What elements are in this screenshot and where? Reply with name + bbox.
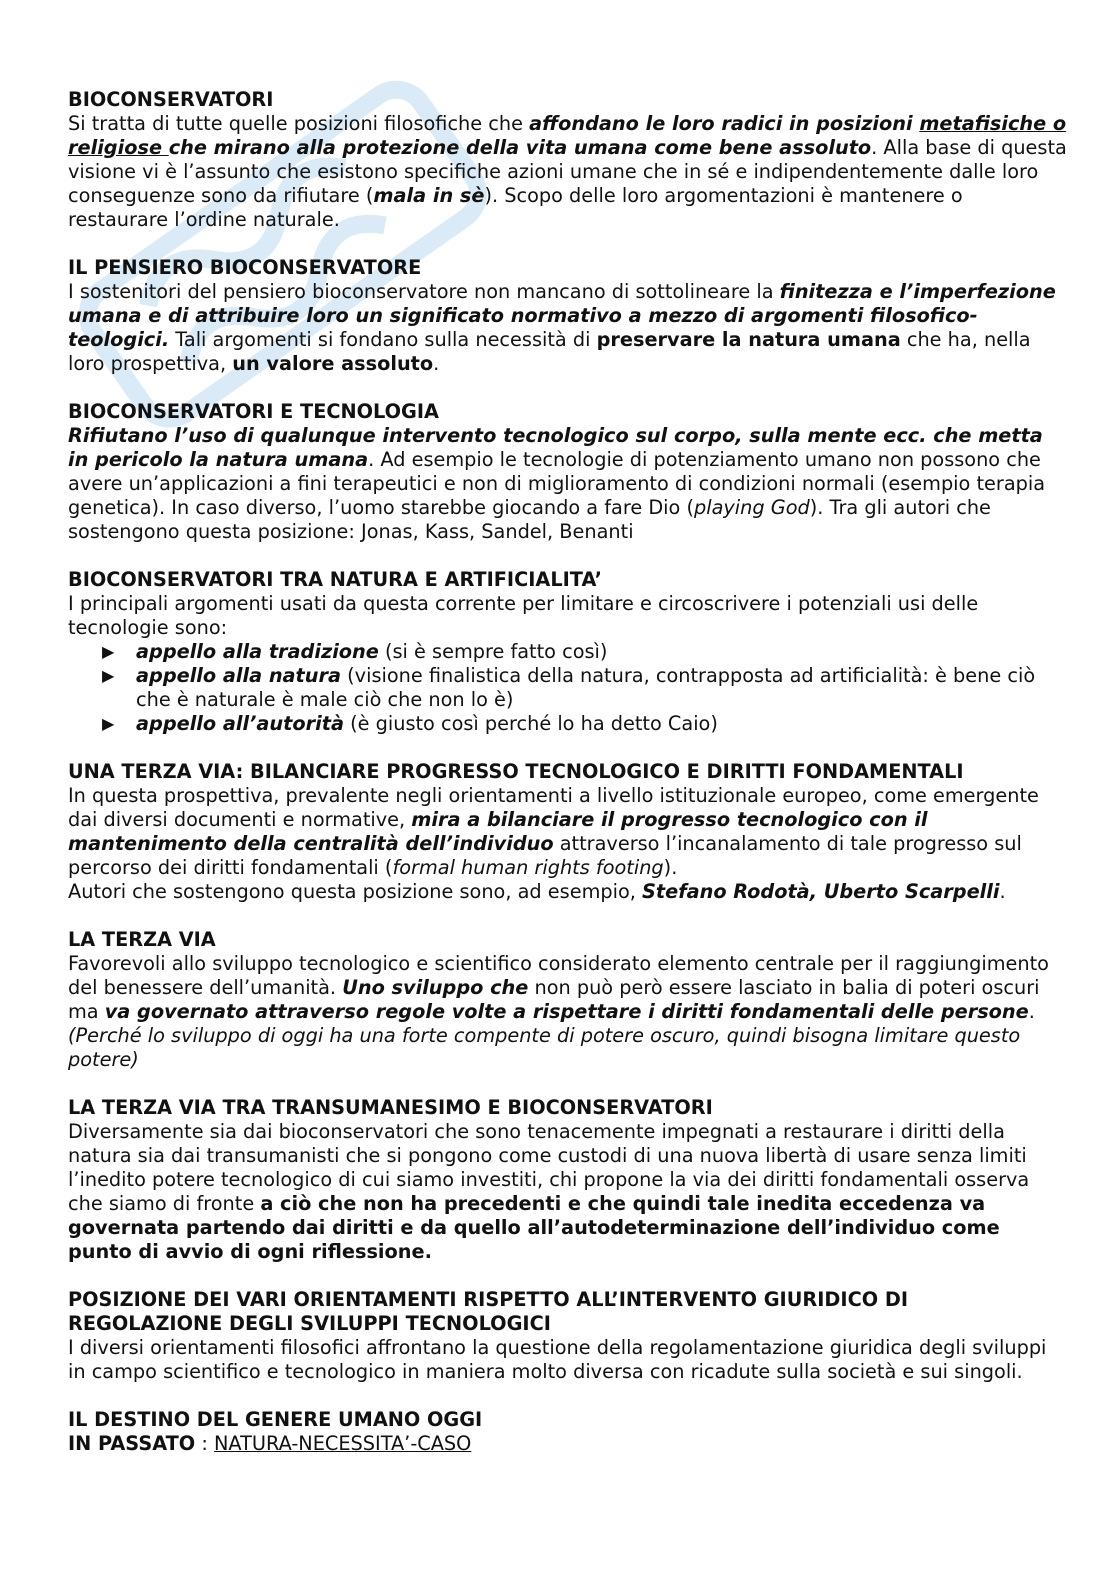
section-paragraph [68, 784, 1068, 904]
text-run: NATURA-NECESSITA’-CASO [213, 1432, 472, 1455]
text-run: Rifiutano l’uso di qualunque intervento tecnologico sul corpo, sulla mente ecc. che metta in pericolo la natura umana [68, 424, 1043, 471]
section-paragraph [68, 1120, 1068, 1264]
text-run: appello alla tradizione [136, 640, 379, 663]
text-run: preservare la natura umana [596, 328, 901, 351]
text-run: . [433, 352, 440, 375]
right-triangle-arrow-icon: ▶ [102, 666, 115, 685]
text-run: appello alla natura [136, 664, 342, 687]
text-run: . [999, 880, 1006, 903]
text-run: playing God [693, 496, 810, 519]
list-item [102, 640, 1068, 664]
text-run: I diversi orientamenti filosofici affrontano la questione della regolamentazione giuridica degli sviluppi in campo scientifico e tecnologico in maniera molto diversa con ricadute sulla società e sui singoli. [68, 1336, 1047, 1383]
text-run: I principali argomenti usati da questa corrente per limitare e circoscrivere i potenziali usi delle tecnologie sono: [68, 592, 979, 639]
text-run: I sostenitori del pensiero bioconservatore non mancano di sottolineare la [68, 280, 780, 303]
section-paragraph [68, 280, 1068, 376]
section-paragraph [68, 112, 1068, 232]
text-run: Diversamente sia dai bioconservatori che sono tenacemente impegnati a restaurare i diritti della natura sia dai transumanisti che si pongono come custodi di una nuova libertà di usare senza limiti l’inedito potere tecnologico di cui siamo investiti, chi propone la via dei diritti fondamentali osserva che siamo di fronte [68, 1120, 1030, 1215]
section-paragraph [68, 592, 1068, 640]
text-run: (visione finalistica della natura, contrapposta ad artificialità: è bene ciò che è naturale è male ciò che non lo è) [136, 664, 1036, 711]
text-run: attraverso l’incanalamento di tale progresso sul percorso dei diritti fondamentali ( [68, 832, 1022, 879]
section-heading: BIOCONSERVATORI E TECNOLOGIA [68, 400, 439, 423]
text-run: (si è sempre fatto così) [378, 640, 608, 663]
text-run: a ciò che non ha precedenti e che quindi tale inedita eccedenza va governata partendo dai diritti e da quello all’autodeterminazione dell’individuo come punto di avvio di ogni riflessione. [68, 1192, 1000, 1263]
section-heading: IL PENSIERO BIOCONSERVATORE [68, 256, 422, 279]
section [68, 1096, 1068, 1264]
section [68, 568, 1068, 736]
text-run: formal human rights footing [392, 856, 664, 879]
text-run: che ha, nella loro prospettiva, [68, 328, 1031, 375]
text-run: Favorevoli allo sviluppo tecnologico e scientifico considerato elemento centrale per il raggiungimento del benessere dell’umanità. [68, 952, 1049, 999]
text-run: finitezza e l’imperfezione umana e di attribuire loro un significato normativo a mezzo di argomenti filosofico-teologici. [68, 280, 1056, 351]
section-heading: IL DESTINO DEL GENERE UMANO OGGI [68, 1408, 483, 1431]
text-run: affondano le loro radici in posizioni [529, 112, 920, 135]
list-item [102, 712, 1068, 736]
document-body [68, 88, 1068, 1480]
section-paragraph [68, 1432, 1068, 1456]
text-run: Si tratta di tutte quelle posizioni filosofiche che [68, 112, 530, 135]
text-run: appello all’autorità [136, 712, 344, 735]
text-run: Uno sviluppo che [342, 976, 529, 999]
section [68, 1288, 1068, 1384]
section-heading: POSIZIONE DEI VARI ORIENTAMENTI RISPETTO ALL’INTERVENTO GIURIDICO DI REGOLAZIONE DEGLI SVILUPPI TECNOLOGICI [68, 1288, 909, 1335]
text-run: va governato attraverso regole volte a rispettare i diritti fondamentali delle persone [104, 1000, 1029, 1023]
text-run: ). Tra gli autori che sostengono questa posizione: Jonas, Kass, Sandel, Benanti [68, 496, 991, 543]
text-run: . [1028, 1000, 1035, 1023]
text-run: Stefano Rodotà, Uberto Scarpelli [642, 880, 1000, 903]
text-run: IN PASSATO [68, 1432, 196, 1455]
text-run: In questa prospettiva, prevalente negli orientamenti a livello istituzionale europeo, come emergente dai diversi documenti e normative, [68, 784, 1039, 831]
section [68, 400, 1068, 544]
text-run: metafisiche o religiose [68, 112, 1067, 159]
text-run: (è giusto così perché lo ha detto Caio) [343, 712, 718, 735]
bullet-list [68, 640, 1068, 736]
text-run: un valore assoluto [232, 352, 434, 375]
section-paragraph [68, 424, 1068, 544]
text-run: . Alla base di questa visione vi è l’assunto che esistono specifiche azioni umane che in sé e indipendentemente dalle loro conseguenze sono da rifiutare ( [68, 136, 1067, 207]
text-run: che mirano alla protezione della vita umana come bene assoluto [168, 136, 872, 159]
right-triangle-arrow-icon: ▶ [102, 714, 115, 733]
text-run: : [195, 1432, 214, 1455]
text-run: non può però essere lasciato in balia di poteri oscuri ma [68, 976, 1040, 1023]
section-paragraph [68, 952, 1068, 1072]
section-heading: LA TERZA VIA [68, 928, 216, 951]
section-heading: BIOCONSERVATORI [68, 88, 274, 111]
section-heading: BIOCONSERVATORI TRA NATURA E ARTIFICIALITA’ [68, 568, 602, 591]
section [68, 1408, 1068, 1456]
text-run: . Ad esempio le tecnologie di potenziamento umano non possono che avere un’applicazioni a fini terapeutici e non di miglioramento di condizioni normali (esempio terapia genetica). In caso diverso, l’uomo starebbe giocando a fare Dio ( [68, 448, 1046, 519]
section-heading: LA TERZA VIA TRA TRANSUMANESIMO E BIOCONSERVATORI [68, 1096, 713, 1119]
list-item [102, 664, 1068, 712]
text-run: (Perché lo sviluppo di oggi ha una forte compente di potere oscuro, quindi bisogna limitare questo potere) [68, 1024, 1021, 1071]
text-run: mala in sè [373, 184, 485, 207]
section [68, 88, 1068, 232]
text-run: mira a bilanciare il progresso tecnologico con il mantenimento della centralità dell’individuo [68, 808, 928, 855]
text-run: ). Scopo delle loro argomentazioni è mantenere o restaurare l’ordine naturale. [68, 184, 963, 231]
section [68, 928, 1068, 1072]
text-run: Autori che sostengono questa posizione sono, ad esempio, [68, 880, 643, 903]
text-run: Tali argomenti si fondano sulla necessità di [169, 328, 597, 351]
section [68, 256, 1068, 376]
right-triangle-arrow-icon: ▶ [102, 642, 115, 661]
section-paragraph [68, 1336, 1068, 1384]
section-heading: UNA TERZA VIA: BILANCIARE PROGRESSO TECNOLOGICO E DIRITTI FONDAMENTALI [68, 760, 964, 783]
text-run: ). [663, 856, 678, 879]
section [68, 760, 1068, 904]
